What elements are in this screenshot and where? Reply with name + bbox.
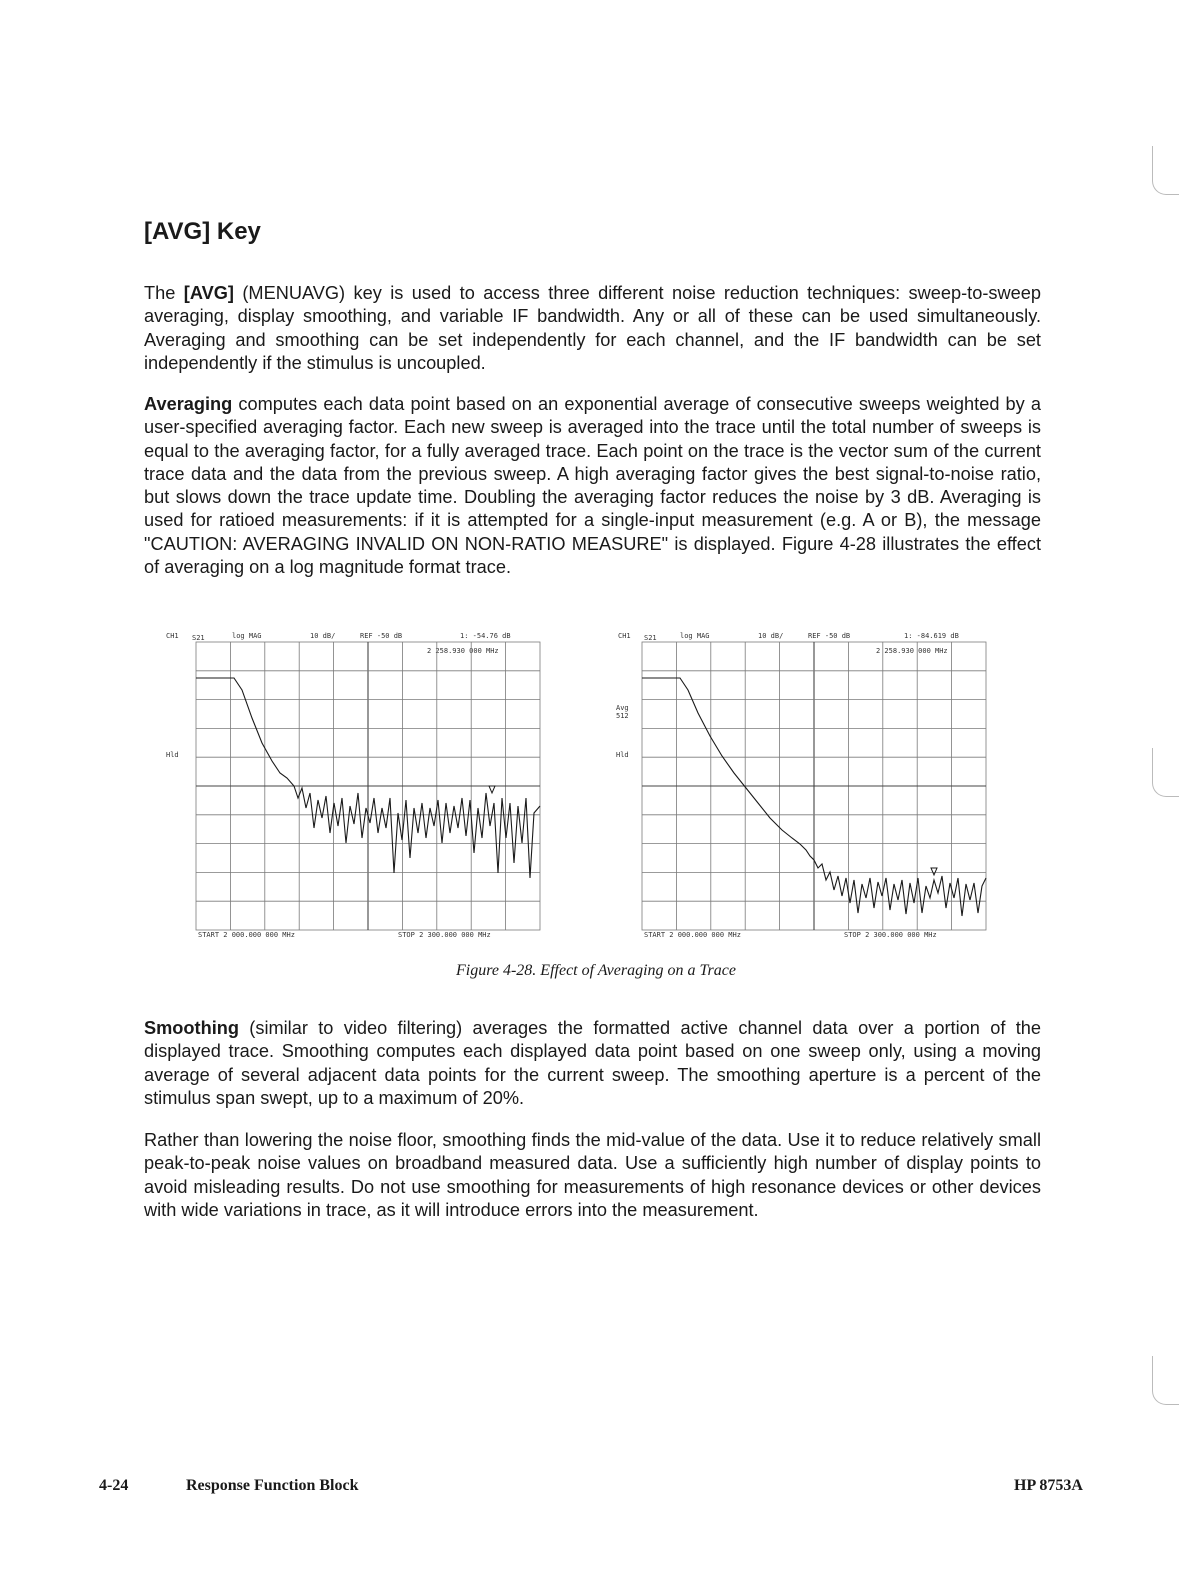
figure-averaged-trace xyxy=(610,628,990,940)
marker-value: 1: -84.619 dB xyxy=(904,632,959,640)
graticule xyxy=(642,642,986,930)
binder-hole-mark xyxy=(1152,748,1179,797)
intro-paragraph: The [AVG] (MENUAVG) key is used to access three different noise reduction techniques: sweep-to-sweep averaging, display smoothing, and variable IF bandwidth. Any or all of these can be used simultaneously. Averaging and smoothing can be set independently for each channel, and the IF bandwidth can be set independently if the stimulus is uncoupled. xyxy=(144,283,1041,373)
format-label: log MAG xyxy=(680,632,710,640)
reference-label: REF -50 dB xyxy=(808,632,851,640)
format-label: log MAG xyxy=(232,632,262,640)
binder-hole-mark xyxy=(1152,146,1179,195)
averaged-trace-screen xyxy=(610,628,990,940)
footer-section-title: Response Function Block xyxy=(186,1477,359,1494)
stop-frequency: STOP 2 300.000 000 MHz xyxy=(844,931,937,939)
avg-key-term: [AVG] xyxy=(183,283,234,303)
marker-triangle xyxy=(931,868,937,875)
graticule xyxy=(196,642,540,930)
unaveraged-trace-screen xyxy=(162,628,542,940)
channel-label: CH1 xyxy=(166,632,179,640)
averaging-factor: 512 xyxy=(616,712,629,720)
figure-unaveraged-trace xyxy=(162,628,542,940)
hold-status: Hld xyxy=(166,751,179,759)
start-frequency: START 2 000.000 000 MHz xyxy=(198,931,295,939)
section-heading: [AVG] Key xyxy=(144,218,261,245)
marker-value: 1: -54.76 dB xyxy=(460,632,511,640)
hold-status: Hld xyxy=(616,751,629,759)
parameter-label: S21 xyxy=(192,634,205,642)
marker-frequency: 2 258.930 000 MHz xyxy=(876,647,948,655)
stop-frequency: STOP 2 300.000 000 MHz xyxy=(398,931,491,939)
smoothing-term: Smoothing xyxy=(144,1018,239,1038)
figure-caption: Figure 4-28. Effect of Averaging on a Trace xyxy=(456,962,736,979)
parameter-label: S21 xyxy=(644,634,657,642)
marker-triangle xyxy=(489,786,495,793)
channel-label: CH1 xyxy=(618,632,631,640)
marker-frequency: 2 258.930 000 MHz xyxy=(427,647,499,655)
binder-hole-mark xyxy=(1152,1356,1179,1405)
scale-label: 10 dB/ xyxy=(310,632,336,640)
averaging-paragraph: Averaging computes each data point based on an exponential average of consecutive sweeps weighted by a user-specified averaging factor. Each new sweep is averaged into the trace until the total number of sweeps is equal to the averaging factor, for a fully averaged trace. Each point on the trace is the vector sum of the current trace data and the data from the previous sweep. A high averaging factor gives the best signal-to-noise ratio, but slows down the trace update time. Doubling the averaging factor reduces the noise by 3 dB. Averaging is used for ratioed measurements: if it is attempted for a single-input measurement (e.g. A or B), the message "CAUTION: AVERAGING INVALID ON NON-RATIO MEASURE" is displayed. Figure 4-28 illustrates the effect of averaging on a log magnitude format trace. xyxy=(144,394,1041,578)
smoothing-paragraph: Smoothing (similar to video filtering) averages the formatted active channel data over a portion of the displayed trace. Smoothing computes each displayed data point based on one sweep only, using a moving average of several adjacent data points for the current sweep. The smoothing aperture is a percent of the stimulus span swept, up to a maximum of 20%. xyxy=(144,1018,1041,1108)
smoothing-usage-paragraph: Rather than lowering the noise floor, smoothing finds the mid-value of the data. Use it to reduce relatively small peak-to-peak noise values on broadband measured data. Use a sufficiently high number of display points to avoid misleading results. Do not use smoothing for measurements of high resonance devices or other devices with wide variations in trace, as it will introduce errors into the measurement. xyxy=(144,1130,1041,1220)
footer-product-name: HP 8753A xyxy=(1014,1477,1083,1494)
start-frequency: START 2 000.000 000 MHz xyxy=(644,931,741,939)
page-number: 4-24 xyxy=(99,1477,129,1494)
averaging-status: Avg xyxy=(616,704,629,712)
reference-label: REF -50 dB xyxy=(360,632,403,640)
scale-label: 10 dB/ xyxy=(758,632,784,640)
averaging-term: Averaging xyxy=(144,394,233,414)
